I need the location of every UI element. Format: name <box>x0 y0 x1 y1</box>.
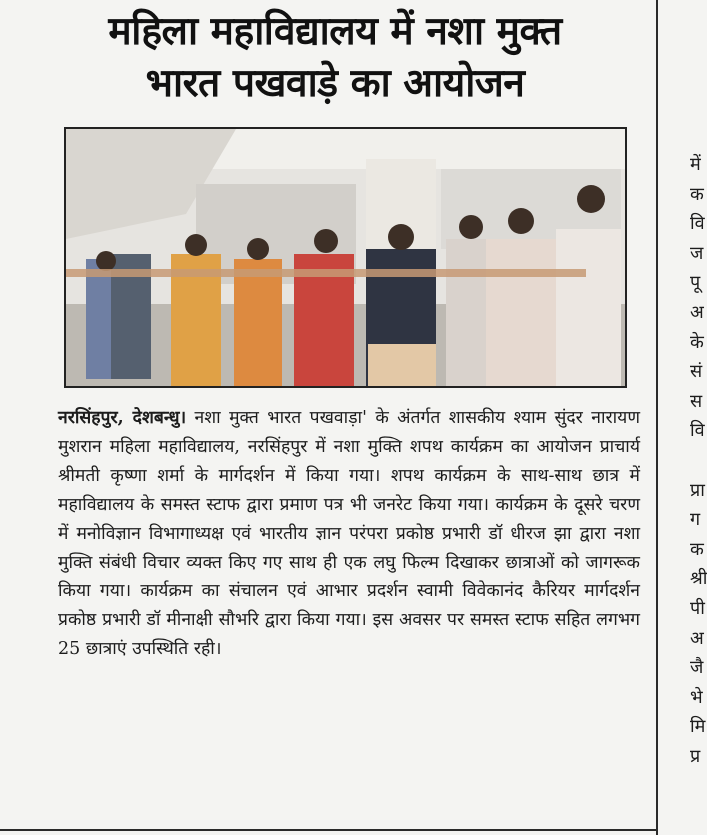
side-line: वि <box>690 420 705 442</box>
group-pledge-photo-icon <box>66 129 625 386</box>
side-line: क <box>690 183 704 205</box>
side-line: सं <box>690 361 703 383</box>
side-line: प्रा <box>690 479 705 501</box>
side-line: जै <box>690 657 704 679</box>
adjacent-column-fragment <box>690 150 707 771</box>
side-line: में <box>690 154 701 175</box>
article-body <box>58 404 640 664</box>
article-text: नशा मुक्त भारत पखवाड़ा' के अंतर्गत शासकीय श्याम सुंदर नारायण मुशरान महिला महाविद्यालय, नरसिंहपुर में नशा मुक्ति शपथ कार्यक्रम का आयोजन प्राचार्य श्रीमती कृष्णा शर्मा के मार्गदर्शन में किया गया। शपथ कार्यक्रम के साथ-साथ छात्र में महाविद्यालय के समस्त स्टाफ द्वारा प्रमाण पत्र भी जनरेट किया गया। कार्यक्रम के दूसरे चरण में मनोविज्ञान विभागाध्यक्ष एवं भारतीय ज्ञान परंपरा प्रकोष्ठ प्रभारी डॉ धीरज झा द्वारा नशा मुक्ति संबंधी विचार व्यक्त किए गए साथ ही एक लघु फिल्म दिखाकर छात्राओं को जागरूक किया गया। कार्यक्रम का संचालन एवं आभार प्रदर्शन स्वामी विवेकानंद कैरियर मार्गदर्शन प्रकोष्ठ प्रभारी डॉ मीनाक्षी सौभरि द्वारा किया गया। इस अवसर पर समस्त स्टाफ सहित लगभग 25 छात्राएं उपस्थिति रही। <box>58 408 640 660</box>
bottom-rule <box>0 829 656 831</box>
article-dateline: नरसिंहपुर, देशबन्धु। <box>58 408 187 428</box>
side-line: पू <box>690 272 701 294</box>
column-divider <box>656 0 658 835</box>
side-line: मि <box>690 716 706 738</box>
news-photo <box>64 127 627 388</box>
side-line: पी <box>690 597 705 619</box>
headline-line-2: भारत पखवाड़े का आयोजन <box>145 61 525 106</box>
side-line: ग <box>690 509 701 531</box>
side-line: भे <box>690 686 703 708</box>
side-line: अ <box>690 627 704 649</box>
side-line: स <box>690 390 703 412</box>
side-line: वि <box>690 213 705 235</box>
headline-line-1: महिला महाविद्यालय में नशा मुक्त <box>108 9 562 54</box>
headline <box>40 6 630 110</box>
side-line: श्री <box>690 568 707 590</box>
side-line: प्र <box>690 745 701 767</box>
side-line: ज <box>690 242 704 264</box>
side-line: अ <box>690 301 704 323</box>
side-gap <box>690 446 707 476</box>
side-line: क <box>690 538 704 560</box>
side-line: के <box>690 331 704 353</box>
